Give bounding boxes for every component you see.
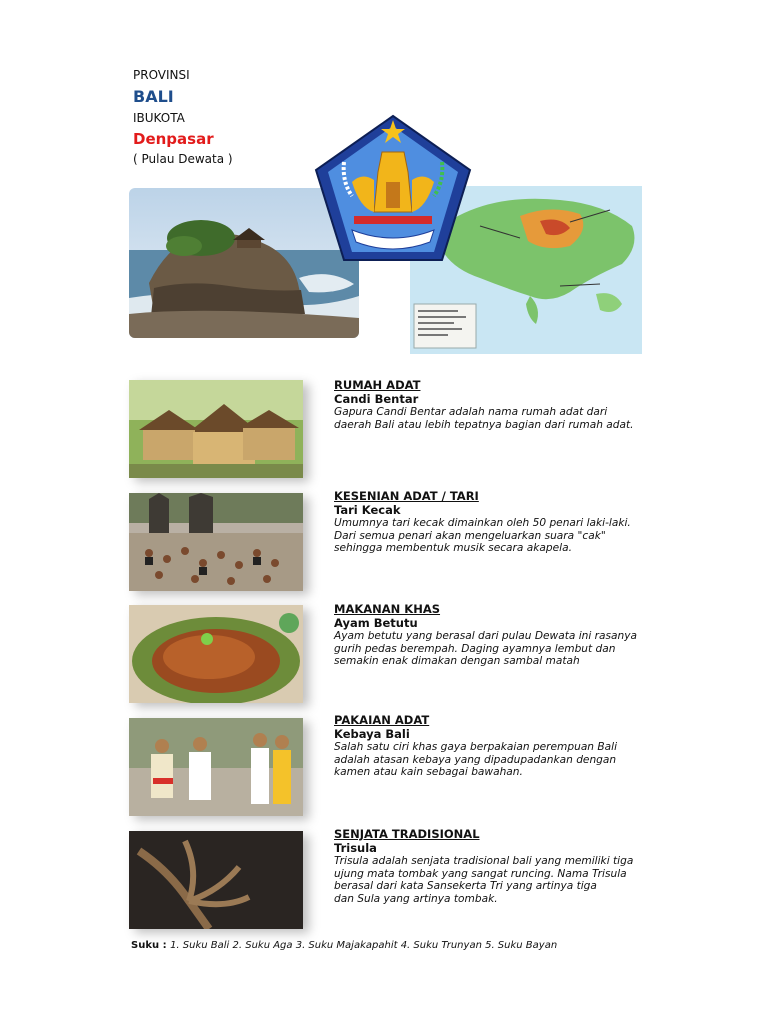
section-title: MAKANAN KHAS bbox=[334, 602, 441, 616]
kebaya-bali-photo bbox=[129, 718, 303, 816]
desc-line: semakin enak dimakan dengan sambal matah bbox=[334, 655, 580, 667]
section-makanan bbox=[334, 602, 644, 668]
section-desc bbox=[334, 741, 644, 779]
footer-text: 1. Suku Bali 2. Suku Aga 3. Suku Majakapahit 4. Suku Trunyan 5. Suku Bayan bbox=[170, 940, 558, 951]
province-label: PROVINSI bbox=[133, 68, 190, 82]
section-desc bbox=[334, 517, 644, 555]
section-title: PAKAIAN ADAT bbox=[334, 713, 430, 727]
section-pakaian bbox=[334, 713, 644, 779]
candi-bentar-photo bbox=[129, 380, 303, 478]
section-name: Trisula bbox=[334, 841, 377, 855]
desc-line: ujung mata tombak yang sangat runcing. Nama Trisula bbox=[334, 867, 627, 880]
desc-line: gurih pedas berempah. Daging ayamnya lembut dan bbox=[334, 642, 616, 655]
bali-emblem bbox=[312, 112, 474, 264]
desc-line: Ayam betutu yang berasal dari pulau Dewata ini rasanya bbox=[334, 630, 638, 642]
trisula-photo bbox=[129, 831, 303, 929]
section-name: Ayam Betutu bbox=[334, 616, 418, 630]
capital-label: IBUKOTA bbox=[133, 111, 185, 125]
desc-line: Umumnya tari kecak dimainkan oleh 50 penari laki-laki. bbox=[334, 517, 631, 529]
section-name: Tari Kecak bbox=[334, 503, 401, 517]
desc-line: kamen atau kain sebagai bawahan. bbox=[334, 766, 523, 778]
section-name: Kebaya Bali bbox=[334, 727, 410, 741]
footer-label: Suku : bbox=[131, 940, 171, 951]
section-name: Candi Bentar bbox=[334, 392, 419, 406]
section-senjata bbox=[334, 827, 644, 905]
desc-line: sehingga membentuk musik secara akapela. bbox=[334, 542, 572, 554]
nickname: ( Pulau Dewata ) bbox=[133, 152, 233, 166]
section-kesenian bbox=[334, 489, 644, 555]
section-desc bbox=[334, 855, 644, 905]
province-name: BALI bbox=[133, 87, 174, 106]
suku-footer bbox=[131, 940, 557, 951]
section-desc bbox=[334, 630, 644, 668]
desc-line: Salah satu ciri khas gaya berpakaian perempuan Bali bbox=[334, 741, 618, 753]
section-title: SENJATA TRADISIONAL bbox=[334, 827, 480, 841]
tari-kecak-photo bbox=[129, 493, 303, 591]
desc-line: berasal dari kata Sansekerta Tri yang artinya tiga bbox=[334, 880, 597, 892]
desc-line: Dari semua penari akan mengeluarkan suara "cak" bbox=[334, 529, 606, 542]
ayam-betutu-photo bbox=[129, 605, 303, 703]
desc-line: adalah atasan kebaya yang dipadupadankan dengan bbox=[334, 753, 617, 766]
desc-line: dan Sula yang artinya tombak. bbox=[334, 892, 498, 905]
section-rumah-adat bbox=[334, 378, 644, 431]
section-title: RUMAH ADAT bbox=[334, 378, 421, 392]
desc-line: Trisula adalah senjata tradisional bali yang memiliki tiga bbox=[334, 855, 634, 867]
desc-line: daerah Bali atau lebih tepatnya bagian dari rumah adat. bbox=[334, 418, 634, 431]
section-title: KESENIAN ADAT / TARI bbox=[334, 489, 479, 503]
capital-name: Denpasar bbox=[133, 130, 214, 148]
desc-line: Gapura Candi Bentar adalah nama rumah adat dari bbox=[334, 406, 608, 418]
section-desc bbox=[334, 406, 644, 431]
